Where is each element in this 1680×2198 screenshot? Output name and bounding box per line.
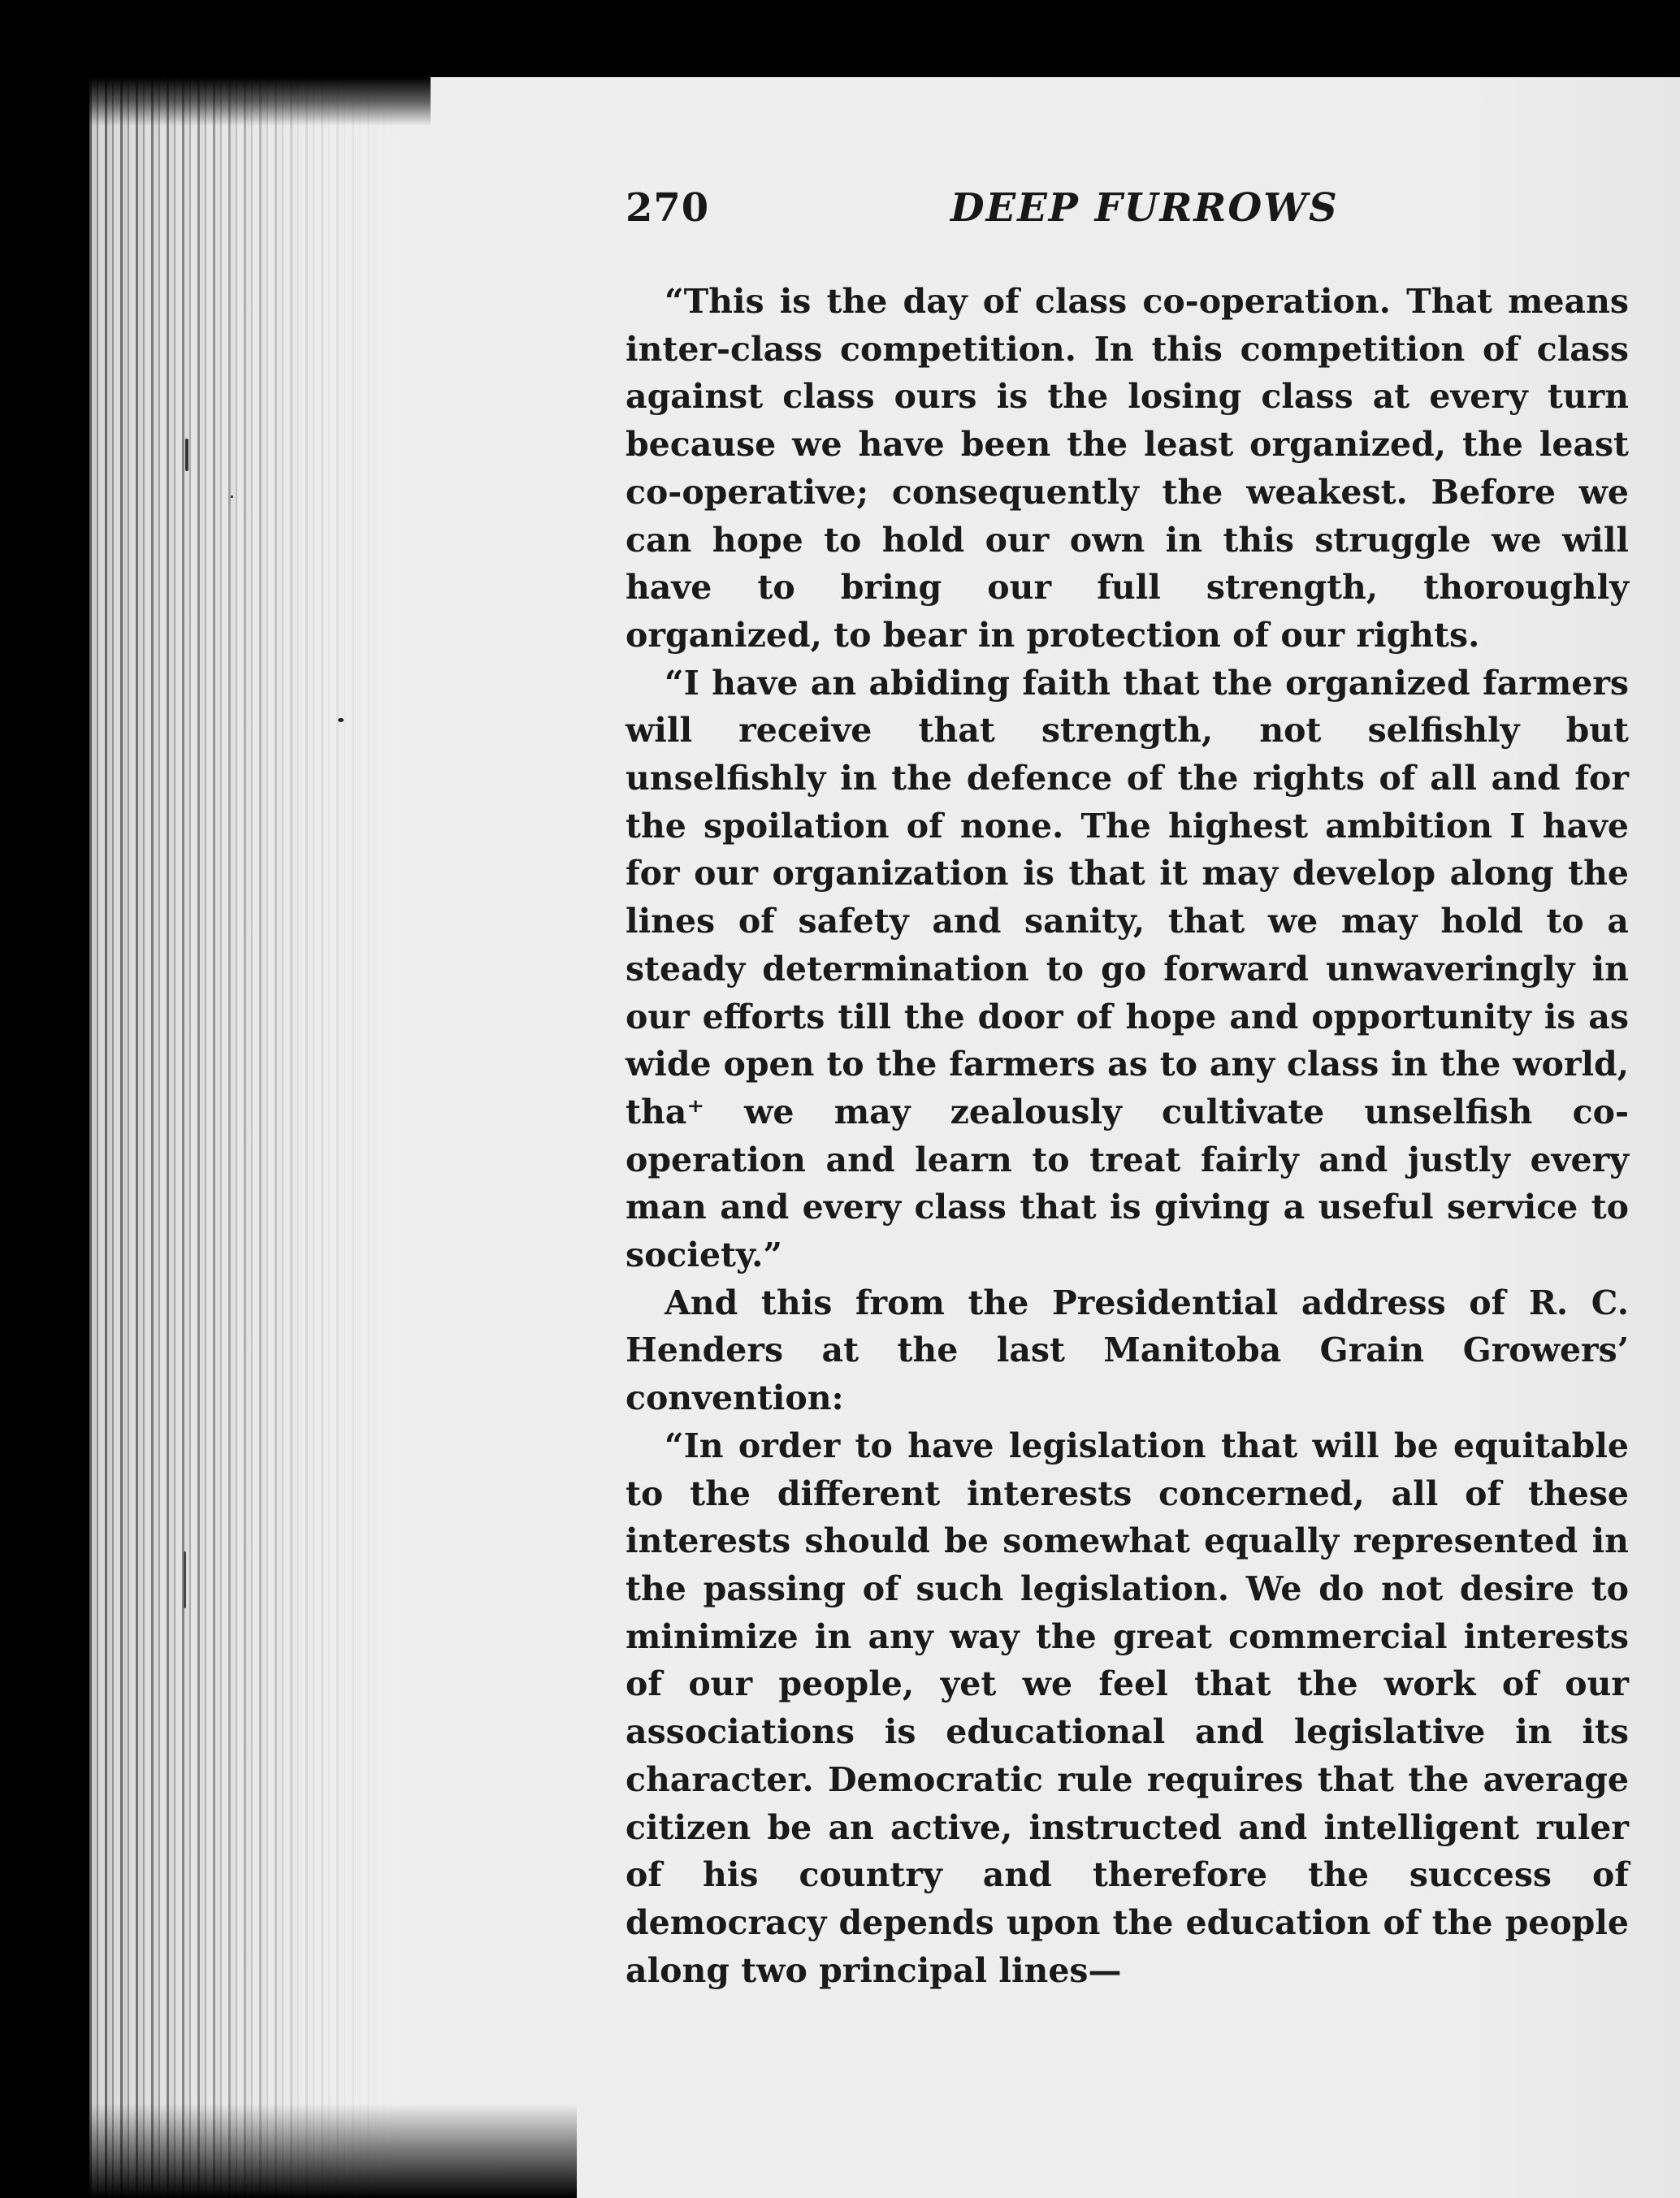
paragraph: “In order to have legislation that will be equitable to the different interests concerned, all of these interests should be somewhat equally represented in the passing of such legislation. We do not desire to minimize in any way the great commercial interests of our people, yet we feel that the work of our associations is educational and legislative in its character. Democratic rule requires that the average citizen be an active, instructed and intelligent ruler of his country and therefore the success of democracy depends upon the education of the people along two principal lines— xyxy=(626,1426,1629,1990)
scan-speck xyxy=(185,439,188,471)
scan-speck xyxy=(184,1551,186,1608)
page-top-shadow xyxy=(89,77,431,126)
paragraph: And this from the Presidential address of R. C. Henders at the last Manitoba Grain Growers’ convention: xyxy=(626,1283,1629,1418)
paragraph: “I have an abiding faith that the organized farmers will receive that strength, not selfishly but unselfishly in the defence of the rights of all and for the spoilation of none. The highest ambition I have for our organization is that it may develop along the lines of safety and sanity, that we may hold to a steady determination to go forward unwaveringly in our efforts till the door of hope and opportunity is as wide open to the farmers as to any class in the world, tha⁺ we may zealously cultivate unselfish co-operation and learn to treat fairly and justly every man and every class that is giving a useful service to society.” xyxy=(626,663,1629,1275)
running-head: DEEP FURROWS xyxy=(950,185,1339,231)
scan-speck xyxy=(338,718,344,722)
body-text xyxy=(626,278,1629,1994)
page-gutter xyxy=(89,77,398,2198)
scan-speck xyxy=(231,495,233,498)
paragraph: “This is the day of class co-operation. That means inter-class competition. In this competition of class against class ours is the losing class at every turn because we have been the least organized, the least co-operative; consequently the weakest. Before we can hope to hold our own in this struggle we will have to bring our full strength, thoroughly organized, to bear in protection of our rights. xyxy=(626,282,1629,655)
page-header xyxy=(626,185,1633,242)
page-number: 270 xyxy=(626,185,710,231)
page-bottom-shadow xyxy=(89,2104,577,2198)
